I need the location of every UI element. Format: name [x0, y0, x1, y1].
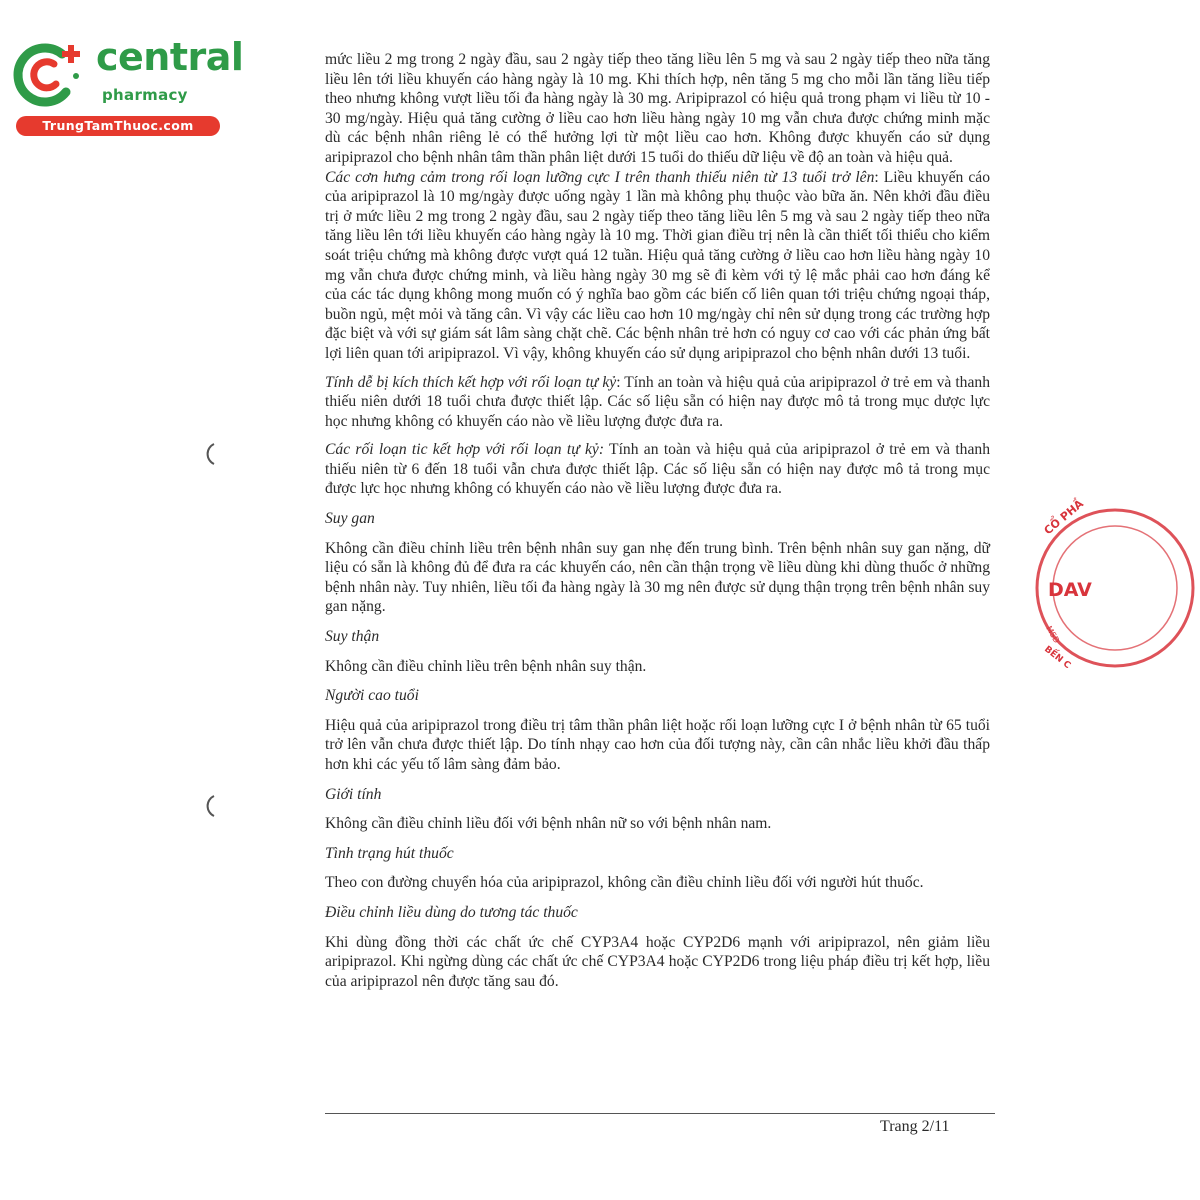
heading-drug-interactions: Điều chỉnh liều dùng do tương tác thuốc: [325, 903, 578, 921]
heading-elderly: Người cao tuổi: [325, 687, 419, 705]
section-lead: Các rối loạn tic kết hợp với rối loạn tự kỷ:: [325, 441, 605, 459]
brand-url: TrungTamThuoc.com: [16, 116, 220, 136]
heading-smoking: Tình trạng hút thuốc: [325, 844, 454, 862]
svg-text:DAV: DAV: [1048, 579, 1092, 601]
company-stamp: [1030, 497, 1092, 675]
brand-name: central: [96, 35, 244, 79]
svg-text:BẾN C: BẾN C: [1042, 644, 1073, 672]
punch-hole-icon: [198, 441, 222, 467]
paragraph-smoking: Theo con đường chuyển hóa của aripiprazol, không cần điều chỉnh liều đối với người hút thuốc.: [325, 874, 924, 892]
paragraph-autism-irritability: [325, 373, 990, 432]
paragraph-dosing-schizophrenia: mức liều 2 mg trong 2 ngày đầu, sau 2 ngày tiếp theo tăng liều lên 5 mg và sau 2 ngày tiếp theo nữa tăng liều lên tới liều khuyến cáo hàng ngày là 10 mg. Khi thích hợp, nên tăng 5 mg cho mỗi lần tăng liều tiếp theo nhưng không vượt liều tối đa hàng ngày là 30 mg. Aripiprazol có hiệu quả trong phạm vi liều từ 10 - 30 mg/ngày. Hiệu quả tăng cường ở liều cao hơn liều hàng ngày 10 mg vẫn chưa được chứng minh mặc dù các bệnh nhân riêng lẻ có thể hưởng lợi từ một liều cao hơn. Không được khuyến cáo sử dụng aripiprazol cho bệnh nhân tâm thần phân liệt dưới 15 tuổi do thiếu dữ liệu về độ an toàn và hiệu quả.: [325, 51, 990, 166]
brand-subtitle: pharmacy: [102, 86, 188, 104]
paragraph-tic-disorders: [325, 440, 990, 499]
paragraph-bipolar-adolescents: [325, 168, 990, 364]
heading-renal-impairment: Suy thận: [325, 628, 380, 646]
paragraph-text: Tính an toàn và hiệu quả của aripiprazol ở trẻ em và thanh thiếu niên từ 6 đến 18 tuổi vẫn chưa được thiết lập. Các số liệu sẵn có hiện nay được mô tả trong mục được lực học nhưng không có khuyến cáo nào về liều lượng được đưa ra.: [325, 441, 990, 498]
punch-hole-icon: [198, 793, 222, 819]
section-lead: Các cơn hưng cảm trong rối loạn lưỡng cực I trên thanh thiếu niên từ 13 tuổi trở lên: [325, 168, 875, 186]
paragraph-renal-impairment: Không cần điều chỉnh liều trên bệnh nhân suy thận.: [325, 657, 647, 675]
footer-divider: [325, 1113, 995, 1114]
paragraph-text: : Tính an toàn và hiệu quả của aripiprazol ở trẻ em và thanh thiếu niên dưới 18 tuổi chưa được thiết lập. Các số liệu sẵn có hiện nay được mô tả trong mục dược lực học nhưng không có khuyến cáo nào về liều lượng được đưa ra.: [325, 373, 990, 430]
paragraph-gender: Không cần điều chỉnh liều đối với bệnh nhân nữ so với bệnh nhân nam.: [325, 815, 772, 833]
pharmacy-logo: [10, 35, 244, 136]
heading-hepatic-impairment: Suy gan: [325, 510, 375, 528]
svg-text:MSD: MSD: [1044, 624, 1062, 645]
logo-mark-icon: [10, 40, 90, 110]
paragraph-hepatic-impairment: Không cần điều chỉnh liều trên bệnh nhân suy gan nhẹ đến trung bình. Trên bệnh nhân suy gan nặng, dữ liệu có sẵn là không đủ để đưa ra các khuyến cáo, nên cần thận trọng về liều dùng khi dùng thuốc ở những bệnh nhân này. Tuy nhiên, liều tối đa hàng ngày là 30 mg nên được sử dụng thận trọng trên bệnh nhân suy gan nặng.: [325, 539, 990, 616]
document-body: [325, 50, 990, 991]
paragraph-drug-interactions: Khi dùng đồng thời các chất ức chế CYP3A4 hoặc CYP2D6 mạnh với aripiprazol, nên giảm liều aripiprazol. Khi ngừng dùng các chất ức chế CYP3A4 hoặc CYP2D6 trong liệu pháp điều trị kết hợp, liều của aripiprazol nên được tăng sau đó.: [325, 933, 990, 990]
section-lead: Tính dễ bị kích thích kết hợp với rối loạn tự kỷ: [325, 373, 617, 391]
paragraph-elderly: Hiệu quả của aripiprazol trong điều trị tâm thần phân liệt hoặc rối loạn lưỡng cực I ở bệnh nhân từ 65 tuổi trở lên vẫn chưa được thiết lập. Do tính nhạy cao hơn của đối tượng này, cần cân nhắc liều khởi đầu thấp hơn khi các yếu tố lâm sàng đảm bảo.: [325, 716, 990, 773]
page-number: Trang 2/11: [880, 1118, 950, 1135]
paragraph-text: : Liều khuyến cáo của aripiprazol là 10 mg/ngày được uống ngày 1 lần mà không phụ thuộc vào bữa ăn. Nên khởi đầu điều trị ở mức liều 2 mg trong 2 ngày đầu, sau 2 ngày tiếp theo tăng liều lên 5 mg và sau 2 ngày tiếp theo nữa tăng liều lên tới liều khuyến cáo hàng ngày là 10 mg. Thời gian điều trị nên là cần thiết tối thiểu cho kiểm soát triệu chứng mà không được vượt quá 12 tuần. Hiệu quả tăng cường ở liều cao hơn liều hàng ngày 10 mg vẫn chưa được chứng minh, và liều hàng ngày 30 mg sẽ đi kèm với tỷ lệ mắc phải cao hơn đáng kể của các tác dụng không mong muốn có ý nghĩa bao gồm các biến cố liên quan tới triệu chứng ngoại tháp, buồn ngủ, mệt mỏi và tăng cân. Vì vậy các liều cao hơn 10 mg/ngày chỉ nên sử dụng trong các trường hợp đặc biệt và với sự giám sát lâm sàng chặt chẽ. Các bệnh nhân trẻ hơn có nguy cơ cao với các phản ứng bất lợi liên quan tới aripiprazol. Vì vậy, không khuyến cáo sử dụng aripiprazol cho bệnh nhân dưới 13 tuổi.: [325, 168, 990, 362]
svg-text:CỔ PHẦ: CỔ PHẦ: [1041, 497, 1086, 538]
heading-gender: Giới tính: [325, 785, 382, 803]
